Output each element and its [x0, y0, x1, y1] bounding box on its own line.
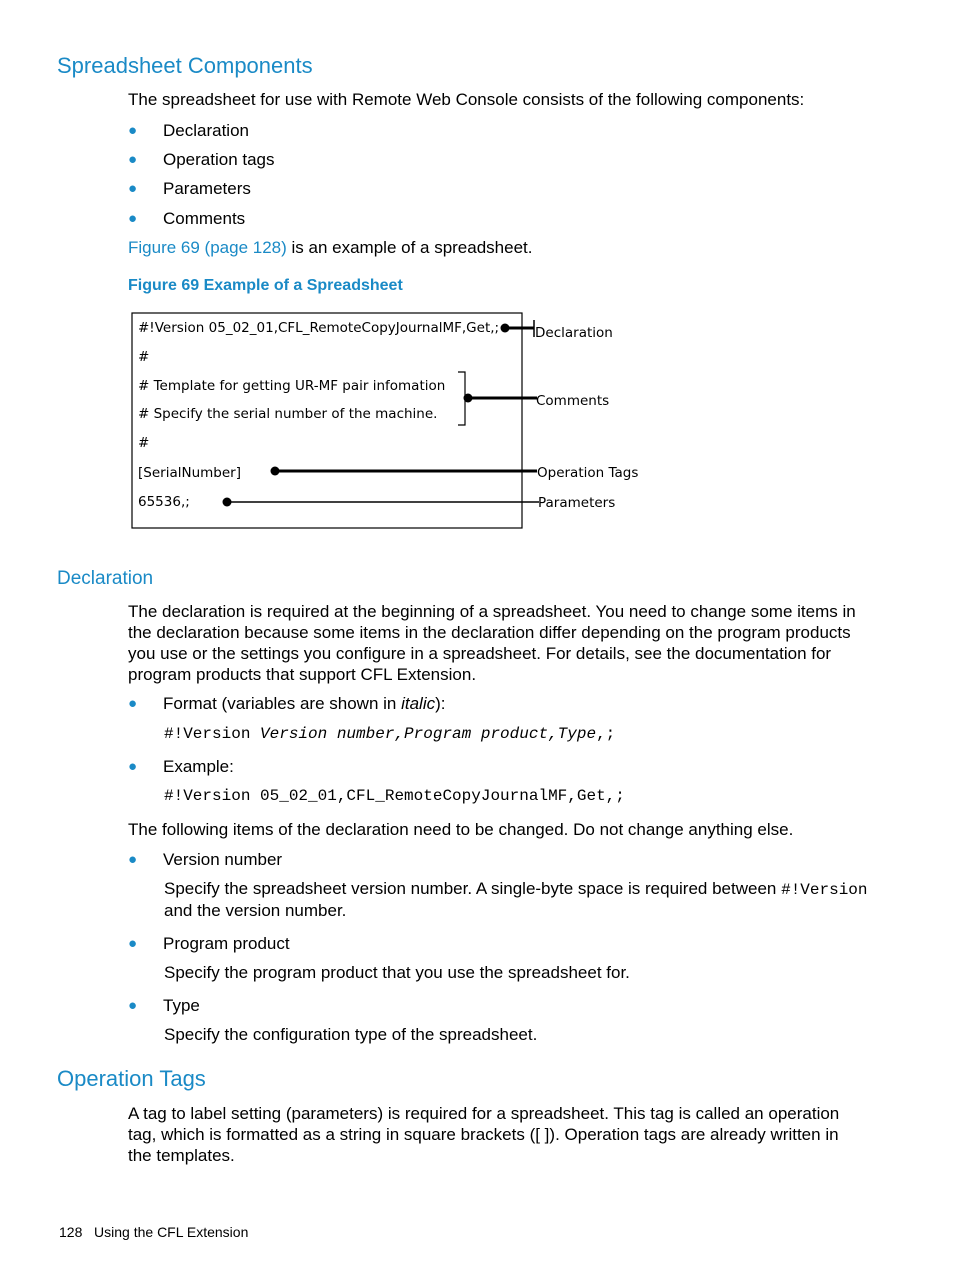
version-description-cont: and the version number. — [164, 901, 347, 920]
bullet-icon: ● — [128, 210, 138, 227]
code-italic: Version number,Program product,Type — [260, 725, 597, 743]
list-item-version-number: Version number — [163, 850, 283, 869]
figure-line-parameter: 65536,; — [138, 494, 190, 510]
figure-reference — [128, 237, 532, 258]
bullet-icon: ● — [128, 695, 138, 712]
format-code — [164, 725, 615, 743]
bullet-icon: ● — [128, 997, 138, 1014]
example-code: #!Version 05_02_01,CFL_RemoteCopyJournalMF,Get,; — [164, 787, 625, 805]
figure-line: # — [138, 435, 150, 451]
section-title-declaration: Declaration — [57, 568, 154, 589]
figure-caption: Figure 69 Example of a Spreadsheet — [128, 277, 403, 294]
intro-paragraph: The spreadsheet for use with Remote Web Console consists of the following components: — [128, 90, 805, 109]
figure-reference-text: is an example of a spreadsheet. — [286, 238, 533, 257]
bullet-icon: ● — [128, 180, 138, 197]
operation-tags-paragraph: A tag to label setting (parameters) is required for a spreadsheet. This tag is called an operation tag, which is formatted as a string in square brackets ([ ]). Operation tags are already written in the templates. — [128, 1104, 840, 1165]
list-item: Comments — [163, 209, 246, 228]
bullet-icon: ● — [128, 851, 138, 868]
format-italic: italic — [401, 694, 436, 713]
list-item-example: Example: — [163, 757, 234, 776]
figure-line: # — [138, 349, 150, 365]
section-title-spreadsheet-components: Spreadsheet Components — [57, 53, 313, 78]
program-product-description: Specify the program product that you use the spreadsheet for. — [164, 963, 630, 982]
list-item: Parameters — [163, 179, 251, 198]
figure-line-operation-tag: [SerialNumber] — [138, 465, 241, 481]
bullet-icon: ● — [128, 935, 138, 952]
version-desc-code: #!Version — [781, 881, 868, 899]
figure-69-link[interactable]: Figure 69 (page 128) — [128, 238, 287, 257]
code-end: ,; — [596, 725, 616, 743]
declaration-paragraph: The declaration is required at the beginning of a spreadsheet. You need to change some items in the declaration because some items in the declaration differ depending on the program products you use or the settings you configure in a spreadsheet. For details, see the documentation for program products that support CFL Extension. — [128, 602, 856, 684]
bullet-icon: ● — [128, 122, 138, 139]
declaration-items-paragraph: The following items of the declaration need to be changed. Do not change anything else. — [128, 820, 794, 839]
figure-line-declaration: #!Version 05_02_01,CFL_RemoteCopyJournalMF,Get,; — [138, 320, 500, 336]
version-desc-text: Specify the spreadsheet version number. A single-byte space is required between — [164, 879, 782, 898]
figure-line-comment: # Template for getting UR-MF pair infomation — [138, 378, 446, 394]
version-description — [164, 878, 868, 901]
label-operation-tags: Operation Tags — [537, 465, 639, 481]
figure-line-comment: # Specify the serial number of the machine. — [138, 406, 438, 422]
format-text: Format (variables are shown in — [163, 694, 402, 713]
bullet-icon: ● — [128, 151, 138, 168]
label-parameters: Parameters — [538, 495, 616, 511]
spreadsheet-figure — [120, 305, 660, 537]
label-comments: Comments — [536, 393, 610, 409]
list-item-format — [163, 694, 446, 714]
bullet-icon: ● — [128, 758, 138, 775]
code-plain: #!Version — [164, 725, 261, 743]
page-number: 128 — [59, 1224, 83, 1240]
list-item: Declaration — [163, 121, 249, 140]
list-item: Operation tags — [163, 150, 275, 169]
page-footer — [59, 1224, 248, 1240]
list-item-type: Type — [163, 996, 200, 1015]
list-item-program-product: Program product — [163, 934, 290, 953]
label-declaration: Declaration — [535, 325, 613, 341]
section-title-operation-tags: Operation Tags — [57, 1066, 206, 1091]
chapter-title: Using the CFL Extension — [94, 1224, 249, 1240]
format-text-end: ): — [435, 694, 446, 713]
type-description: Specify the configuration type of the spreadsheet. — [164, 1025, 538, 1044]
